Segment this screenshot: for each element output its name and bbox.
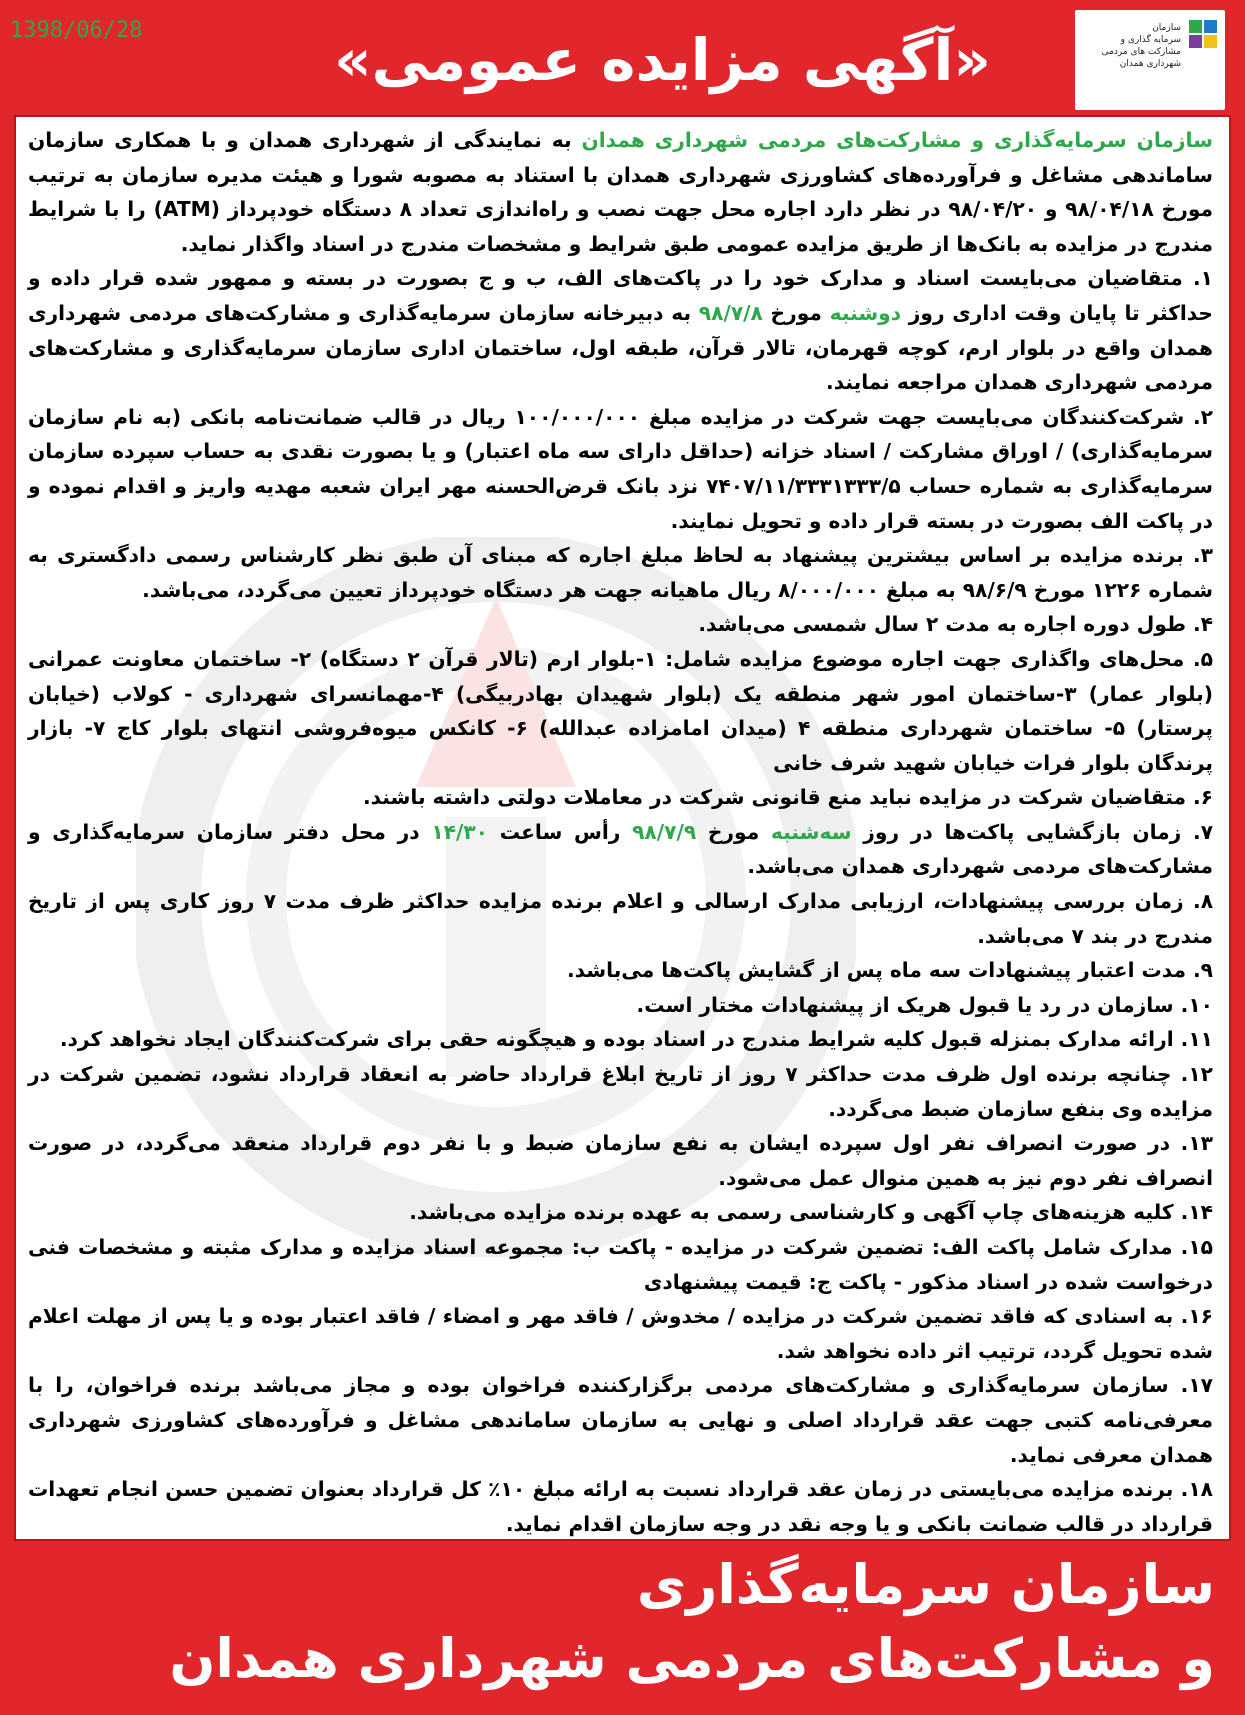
- clause-4: ۴. طول دوره اجاره به مدت ۲ سال شمسی می‌باشد.: [698, 612, 1213, 637]
- opening-day: سه‌شنبه: [770, 819, 852, 844]
- deadline-day: دوشنبه: [829, 300, 902, 325]
- opening-time: ۱۴/۳۰: [431, 819, 488, 844]
- clause-5: ۵. محل‌های واگذاری جهت اجاره موضوع مزایده شامل: ۱-بلوار ارم (تالار قرآن ۲ دستگاه) ۲- ساختمان معاونت عمرانی (بلوار عمار) ۳-ساختمان امور شهر منطقه یک (بلوار شهیدان بهادربیگی) ۴-مهمانسرای شهرداری - کولاب (خیابان پرستار) ۵- ساختمان شهرداری منطقه ۴ (میدان امامزاده عبدالله) ۶- کانکس میوه‌فروشی انتهای بلوار کاج ۷- بازار پرندگان بلوار فرات خیابان شهید شرف خانی: [28, 646, 1214, 775]
- organization-logo: [1075, 10, 1225, 110]
- ad-content: [28, 123, 1213, 1541]
- ad-header: [0, 0, 1245, 112]
- clause-text: مورخ: [762, 300, 830, 325]
- clause-text: رأس ساعت: [488, 819, 633, 844]
- clause-text: به دبیرخانه سازمان سرمایه‌گذاری و مشارکت‌های مردمی شهرداری همدان واقع در بلوار ارم، کوچه قهرمان، تالار قرآن، طبقه اول، ساختمان اداری سازمان سرمایه‌گذاری و مشارکت‌های مردمی شهرداری همدان مراجعه نمایند.: [28, 300, 1213, 395]
- clause-7: [28, 815, 1213, 884]
- footer-org-line-2: و مشارکت‌های مردمی شهرداری همدان: [169, 1627, 1215, 1690]
- clause-text: در محل دفتر سازمان سرمایه‌گذاری و مشارکت‌های مردمی شهرداری همدان می‌باشد.: [28, 819, 1213, 879]
- clause-12: ۱۲. چنانچه برنده اول ظرف مدت حداکثر ۷ روز از تاریخ ابلاغ قرارداد حاضر به انعقاد قرارداد نشود، تضمین شرکت در مزایده وی بنفع سازمان ضبط می‌گردد.: [28, 1062, 1213, 1121]
- ad-title: «آگهی مزایده عمومی»: [334, 26, 991, 94]
- ad-body-panel: [14, 115, 1231, 1541]
- logo-line: سرمایه گذاری و: [1120, 35, 1181, 45]
- date-stamp: 1398/06/28: [10, 18, 143, 43]
- clause-text: ۱. متقاضیان می‌بایست اسناد و مدارک خود را در پاکت‌های الف، ب و ج بصورت در بسته و ممهور شده قرار داده و حداکثر تا پایان وقت اداری روز: [28, 266, 1213, 325]
- logo-line: شهرداری همدان: [1119, 59, 1181, 69]
- clause-17: ۱۷. سازمان سرمایه‌گذاری و مشارکت‌های مردمی برگزارکننده فراخوان بوده و مجاز می‌باشد برنده فراخوان، را با معرفی‌نامه کتبی جهت عقد قرارداد اصلی و نهایی به سازمان ساماندهی مشاغل و فرآورده‌های کشاورزی شهرداری همدان معرفی نماید.: [28, 1373, 1213, 1467]
- clause-11: ۱۱. ارائه مدارک بمنزله قبول کلیه شرایط مندرج در اسناد بوده و هیچگونه حقی برای شرکت‌کنندگان ایجاد نخواهد کرد.: [59, 1027, 1213, 1052]
- clause-14: ۱۴. کلیه هزینه‌های چاپ آگهی و کارشناسی رسمی به عهده برنده مزایده می‌باشد.: [409, 1200, 1213, 1225]
- clause-1: [28, 261, 1213, 399]
- org-name: سازمان سرمایه‌گذاری و مشارکت‌های مردمی شهرداری همدان: [581, 128, 1213, 152]
- intro-text: به نمایندگی از شهرداری همدان و با همکاری سازمان ساماندهی مشاغل و فرآورده‌های کشاورزی شهرداری همدان با استناد به مصوبه شورا و هیئت مدیره سازمان به ترتیب مورخ ۹۸/۰۴/۱۸ و ۹۸/۰۴/۲۰ در نظر دارد اجاره محل جهت نصب و راه‌اندازی تعداد ۸ دستگاه خودپرداز (ATM) را با شرایط مندرج در مزایده به بانک‌ها از طریق مزایده عمومی طبق شرایط و مشخصات مندرج در اسناد واگذار نماید.: [28, 128, 1213, 256]
- clause-text: ۷. زمان بازگشایی پاکت‌ها در روز: [851, 819, 1214, 844]
- clause-9: ۹. مدت اعتبار پیشنهادات سه ماه پس از گشایش پاکت‌ها می‌باشد.: [566, 958, 1213, 983]
- clause-13: ۱۳. در صورت انصراف نفر اول سپرده ایشان به نفع سازمان ضبط و با نفر دوم قرارداد منعقد می‌گردد، در صورت انصراف نفر دوم نیز به همین منوال عمل می‌شود.: [28, 1131, 1213, 1190]
- logo-line: سازمان: [1152, 23, 1181, 33]
- clause-15: ۱۵. مدارک شامل پاکت الف: تضمین شرکت در مزایده - پاکت ب: مجموعه اسناد مزایده و مدارک مثبته و مشخصات فنی درخواست شده در اسناد مذکور - پاکت ج: قیمت پیشنهادی: [28, 1235, 1213, 1294]
- clause-text: مورخ: [696, 819, 771, 844]
- intro-paragraph: [28, 123, 1213, 261]
- clause-18: ۱۸. برنده مزایده می‌بایستی در زمان عقد قرارداد نسبت به ارائه مبلغ ۱۰٪ کل قرارداد بعنوان تضمین حسن انجام تعهدات قرارداد در قالب ضمانت بانکی و یا وجه نقد در وجه سازمان اقدام نماید.: [28, 1477, 1213, 1536]
- clause-16: ۱۶. به اسنادی که فاقد تضمین شرکت در مزایده / مخدوش / فاقد مهر و امضاء / فاقد اعتبار بوده و یا پس از مهلت اعلام شده تحویل گردد، ترتیب اثر داده نخواهد شد.: [28, 1304, 1213, 1363]
- clause-3: ۳. برنده مزایده بر اساس بیشترین پیشنهاد به لحاظ مبلغ اجاره که مبنای آن طبق نظر کارشناس رسمی دادگستری به شماره ۱۲۲۶ مورخ ۹۸/۶/۹ به مبلغ ۸/۰۰۰/۰۰۰ ریال ماهیانه جهت هر دستگاه خودپرداز تعیین می‌گردد، می‌باشد.: [28, 543, 1213, 602]
- logo-text: [1085, 22, 1181, 70]
- deadline-date: ۹۸/۷/۸: [698, 300, 763, 325]
- clause-10: ۱۰. سازمان در رد یا قبول هریک از پیشنهادات مختار است.: [636, 992, 1213, 1017]
- clause-8: ۸. زمان بررسی پیشنهادات، ارزیابی مدارک ارسالی و اعلام برنده مزایده حداکثر ظرف مدت ۷ روز کاری پس از تاریخ مندرج در بند ۷ می‌باشد.: [28, 889, 1214, 948]
- footer-org-line-1: سازمان سرمایه‌گذاری: [636, 1553, 1215, 1616]
- clause-6: ۶. متقاضیان شرکت در مزایده نباید منع قانونی شرکت در معاملات دولتی داشته باشند.: [362, 785, 1213, 810]
- logo-mark-icon: [1187, 20, 1217, 60]
- opening-date: ۹۸/۷/۹: [632, 819, 697, 844]
- logo-line: مشارکت های مردمی: [1101, 47, 1181, 57]
- clause-2: ۲. شرکت‌کنندگان می‌بایست جهت شرکت در مزایده مبلغ ۱۰۰/۰۰۰/۰۰۰ ریال در قالب ضمانت‌نامه بانکی (به نام سازمان سرمایه‌گذاری) / اوراق مشارکت / اسناد خزانه (حداقل دارای سه ماه اعتبار) و یا بصورت نقدی به حساب سپرده سازمان سرمایه‌گذاری به شماره حساب ۷۴۰۷/۱۱/۳۳۳۱۳۳۳/۵ نزد بانک قرض‌الحسنه مهر ایران شعبه مهدیه واریز و اقدام نموده و در پاکت الف بصورت در بسته قرار داده و تحویل نمایند.: [28, 404, 1213, 533]
- ad-footer: [40, 1548, 1215, 1696]
